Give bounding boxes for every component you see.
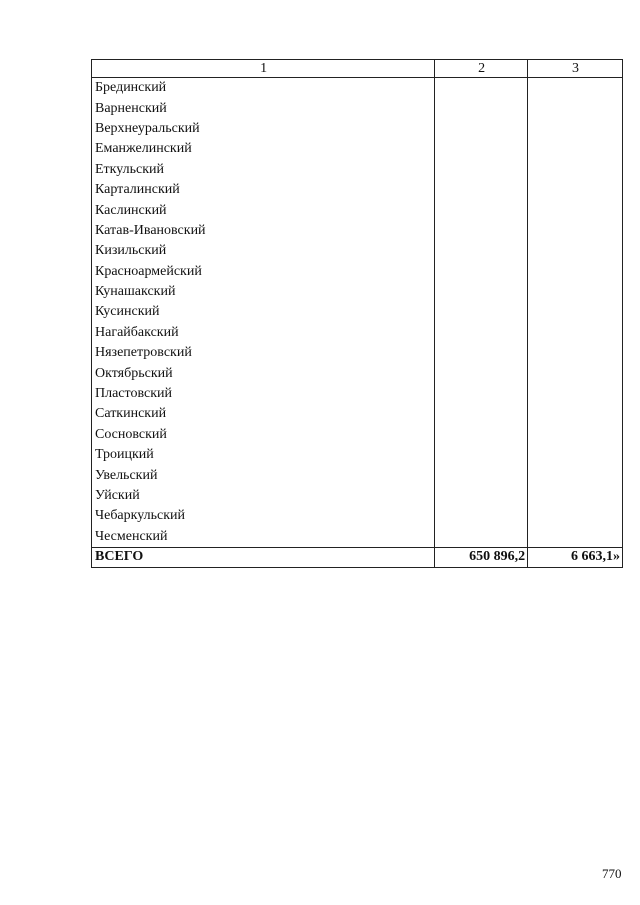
district-name: Кунашакский [92,282,435,302]
cell-col3 [528,241,623,261]
table-row [92,404,623,424]
table-row [92,160,623,180]
cell-col2 [435,262,528,282]
table-row [92,323,623,343]
cell-col3 [528,180,623,200]
cell-col3 [528,486,623,506]
cell-col2 [435,180,528,200]
district-name: Троицкий [92,445,435,465]
table-row [92,363,623,383]
total-row [92,547,623,567]
district-name: Каслинский [92,200,435,220]
cell-col2 [435,139,528,159]
cell-col3 [528,384,623,404]
cell-col2 [435,282,528,302]
cell-col2 [435,98,528,118]
cell-col3 [528,119,623,139]
cell-col3 [528,404,623,424]
district-name: Карталинский [92,180,435,200]
cell-col3 [528,363,623,383]
column-header-1: 1 [92,60,435,78]
cell-col3 [528,465,623,485]
district-name: Нязепетровский [92,343,435,363]
table-row [92,425,623,445]
cell-col2 [435,445,528,465]
table-row [92,98,623,118]
cell-col2 [435,200,528,220]
table-body [92,78,623,548]
district-table [91,59,623,568]
district-name: Брединский [92,78,435,99]
cell-col2 [435,302,528,322]
cell-col2 [435,465,528,485]
cell-col3 [528,200,623,220]
cell-col3 [528,445,623,465]
district-name: Чесменский [92,527,435,548]
column-header-2: 2 [435,60,528,78]
table-row [92,486,623,506]
district-name: Чебаркульский [92,506,435,526]
cell-col2 [435,404,528,424]
table-row [92,343,623,363]
cell-col2 [435,506,528,526]
district-name: Красноармейский [92,262,435,282]
table-row [92,527,623,548]
cell-col2 [435,119,528,139]
header-row [92,60,623,78]
total-col2: 650 896,2 [435,547,528,567]
cell-col3 [528,221,623,241]
cell-col3 [528,282,623,302]
cell-col3 [528,323,623,343]
table-row [92,262,623,282]
cell-col2 [435,78,528,99]
table-row [92,119,623,139]
cell-col2 [435,527,528,548]
table-row [92,241,623,261]
table-row [92,302,623,322]
table-row [92,465,623,485]
cell-col2 [435,486,528,506]
cell-col2 [435,343,528,363]
column-header-3: 3 [528,60,623,78]
cell-col3 [528,425,623,445]
cell-col2 [435,384,528,404]
table-row [92,78,623,99]
total-col3: 6 663,1» [528,547,623,567]
cell-col2 [435,241,528,261]
district-name: Еманжелинский [92,139,435,159]
district-name: Кусинский [92,302,435,322]
cell-col2 [435,160,528,180]
table-row [92,506,623,526]
district-name: Саткинский [92,404,435,424]
page-number: 770 [602,866,622,881]
district-name: Кизильский [92,241,435,261]
table-row [92,200,623,220]
district-name: Варненский [92,98,435,118]
district-name: Сосновский [92,425,435,445]
cell-col3 [528,139,623,159]
table-row [92,221,623,241]
cell-col3 [528,78,623,99]
cell-col2 [435,221,528,241]
table-row [92,384,623,404]
cell-col3 [528,160,623,180]
cell-col2 [435,363,528,383]
table-row [92,139,623,159]
district-name: Уйский [92,486,435,506]
cell-col2 [435,323,528,343]
district-name: Пластовский [92,384,435,404]
cell-col2 [435,425,528,445]
cell-col3 [528,302,623,322]
cell-col3 [528,343,623,363]
district-name: Катав-Ивановский [92,221,435,241]
district-name: Еткульский [92,160,435,180]
district-name: Верхнеуральский [92,119,435,139]
district-name: Нагайбакский [92,323,435,343]
table-row [92,180,623,200]
cell-col3 [528,262,623,282]
district-name: Октябрьский [92,363,435,383]
cell-col3 [528,506,623,526]
table-row [92,282,623,302]
total-label: ВСЕГО [92,547,435,567]
cell-col3 [528,98,623,118]
district-name: Увельский [92,465,435,485]
table-row [92,445,623,465]
cell-col3 [528,527,623,548]
